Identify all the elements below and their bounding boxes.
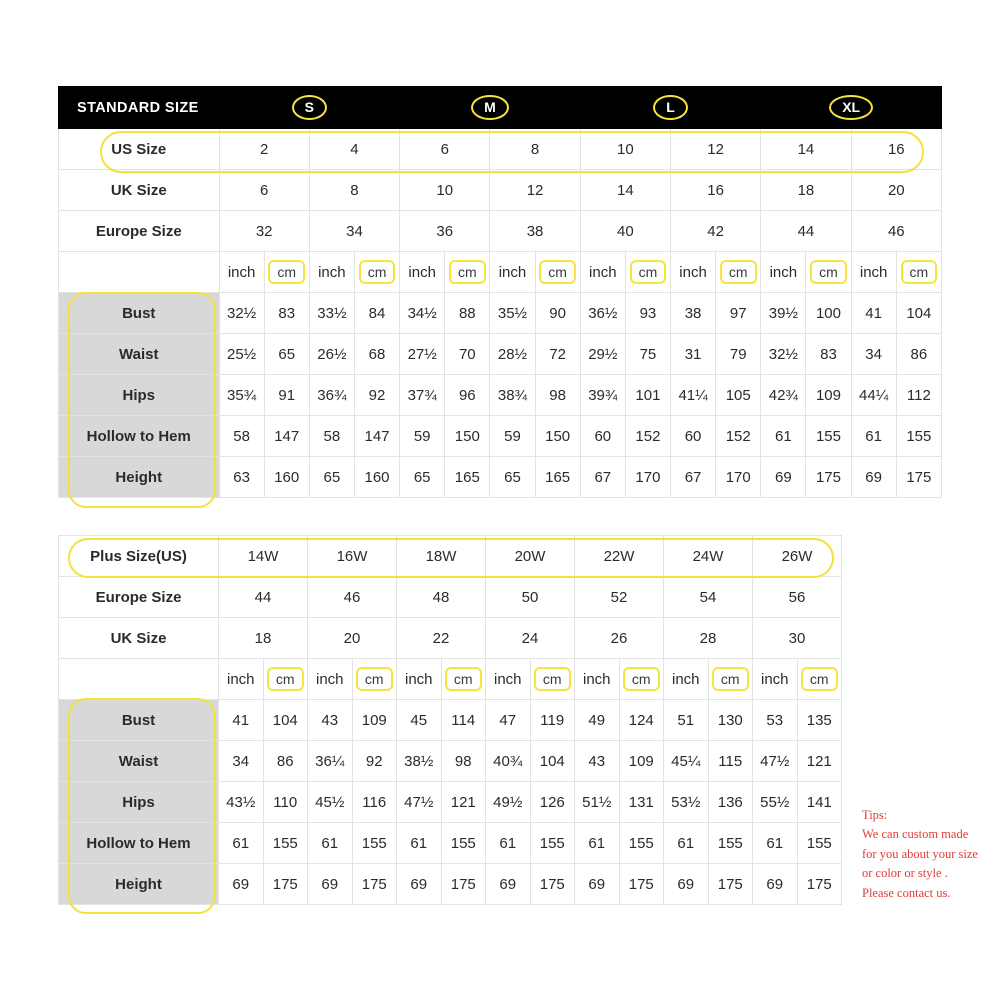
size-badge-xl: XL <box>829 95 873 120</box>
unit-cm <box>263 659 308 700</box>
cell-value: 48 <box>397 577 486 618</box>
cell-value: 131 <box>619 782 664 823</box>
cell-value: 36¼ <box>308 741 353 782</box>
cell-value: 46 <box>308 577 397 618</box>
row-label-plus-size-us: Plus Size(US) <box>59 536 219 577</box>
cell-value: 69 <box>397 864 442 905</box>
cell-value: 67 <box>671 457 716 498</box>
cell-value: 155 <box>352 823 397 864</box>
cell-value: 61 <box>219 823 264 864</box>
table-row <box>59 416 942 457</box>
cell-value: 170 <box>625 457 670 498</box>
cell-value: 32 <box>219 211 309 252</box>
table-row <box>59 211 942 252</box>
cell-value: 86 <box>896 334 941 375</box>
cell-value: 65 <box>309 457 354 498</box>
tips-line: Tips: <box>862 808 888 822</box>
table-row <box>59 536 842 577</box>
cell-value: 53½ <box>664 782 709 823</box>
row-label-europe-size: Europe Size <box>59 577 219 618</box>
cell-value: 32½ <box>219 293 264 334</box>
standard-title: STANDARD SIZE <box>59 87 220 129</box>
cell-value: 175 <box>530 864 575 905</box>
cell-value: 18 <box>219 618 308 659</box>
cell-value: 110 <box>263 782 308 823</box>
cell-value: 119 <box>530 700 575 741</box>
cell-value: 14W <box>219 536 308 577</box>
cell-value: 109 <box>352 700 397 741</box>
cell-value: 116 <box>352 782 397 823</box>
unit-row-label <box>59 659 219 700</box>
cell-value: 75 <box>625 334 670 375</box>
cell-value: 49 <box>575 700 620 741</box>
cell-value: 175 <box>797 864 842 905</box>
cell-value: 22 <box>397 618 486 659</box>
cell-value: 16 <box>851 129 941 170</box>
cell-value: 45 <box>397 700 442 741</box>
cell-value: 115 <box>708 741 753 782</box>
cell-value: 170 <box>716 457 761 498</box>
cell-value: 51 <box>664 700 709 741</box>
table-row <box>59 457 942 498</box>
size-badge-s: S <box>292 95 327 120</box>
unit-cm <box>530 659 575 700</box>
size-badge-cell-xl <box>761 87 942 129</box>
cm-chip: cm <box>901 260 938 284</box>
cell-value: 2 <box>219 129 309 170</box>
cell-value: 58 <box>309 416 354 457</box>
cell-value: 34 <box>851 334 896 375</box>
unit-cm <box>797 659 842 700</box>
cell-value: 36 <box>400 211 490 252</box>
unit-cm <box>352 659 397 700</box>
tips-line: for you about your size <box>862 846 978 861</box>
size-badge-cell-m <box>400 87 581 129</box>
cell-value: 40 <box>580 211 670 252</box>
row-label-uk-size: UK Size <box>59 170 220 211</box>
cell-value: 47 <box>486 700 531 741</box>
cell-value: 104 <box>896 293 941 334</box>
row-label-waist: Waist <box>59 741 219 782</box>
cell-value: 28 <box>664 618 753 659</box>
cell-value: 84 <box>354 293 399 334</box>
cell-value: 175 <box>263 864 308 905</box>
cell-value: 104 <box>530 741 575 782</box>
cell-value: 43 <box>575 741 620 782</box>
unit-inch: inch <box>753 659 798 700</box>
tips-line: or color or style . <box>862 866 948 881</box>
unit-row-label <box>59 252 220 293</box>
unit-cm <box>625 252 670 293</box>
cell-value: 175 <box>708 864 753 905</box>
cm-chip: cm <box>630 260 667 284</box>
cell-value: 12 <box>490 170 580 211</box>
unit-inch: inch <box>308 659 353 700</box>
size-badge-m: M <box>471 95 509 120</box>
unit-inch: inch <box>671 252 716 293</box>
cell-value: 60 <box>671 416 716 457</box>
cell-value: 88 <box>445 293 490 334</box>
cell-value: 65 <box>490 457 535 498</box>
unit-cm <box>708 659 753 700</box>
cell-value: 10 <box>580 129 670 170</box>
cell-value: 41 <box>851 293 896 334</box>
cell-value: 83 <box>806 334 851 375</box>
cell-value: 114 <box>441 700 486 741</box>
cell-value: 27½ <box>400 334 445 375</box>
cell-value: 83 <box>264 293 309 334</box>
cell-value: 51½ <box>575 782 620 823</box>
cell-value: 14 <box>761 129 851 170</box>
row-label-us-size: US Size <box>59 129 220 170</box>
tips-line: Please contact us. <box>862 885 951 900</box>
table-row <box>59 129 942 170</box>
standard-size-table-container <box>58 86 942 498</box>
cm-chip: cm <box>534 667 571 691</box>
table-row <box>59 741 842 782</box>
cell-value: 147 <box>354 416 399 457</box>
cell-value: 97 <box>716 293 761 334</box>
row-label-height: Height <box>59 457 220 498</box>
unit-cm <box>535 252 580 293</box>
cell-value: 32½ <box>761 334 806 375</box>
cell-value: 121 <box>441 782 486 823</box>
cell-value: 8 <box>309 170 399 211</box>
cell-value: 24 <box>486 618 575 659</box>
cell-value: 14 <box>580 170 670 211</box>
cell-value: 69 <box>486 864 531 905</box>
cell-value: 18W <box>397 536 486 577</box>
cell-value: 50 <box>486 577 575 618</box>
cell-value: 63 <box>219 457 264 498</box>
cell-value: 70 <box>445 334 490 375</box>
cell-value: 54 <box>664 577 753 618</box>
cell-value: 141 <box>797 782 842 823</box>
standard-header-row <box>59 87 942 129</box>
table-row <box>59 864 842 905</box>
cell-value: 31 <box>671 334 716 375</box>
tips-line: We can custom made <box>862 827 969 842</box>
cell-value: 10 <box>400 170 490 211</box>
cell-value: 109 <box>806 375 851 416</box>
size-badge-l: L <box>653 95 688 120</box>
unit-cm <box>445 252 490 293</box>
cell-value: 16W <box>308 536 397 577</box>
unit-cm <box>441 659 486 700</box>
cell-value: 79 <box>716 334 761 375</box>
cell-value: 86 <box>263 741 308 782</box>
cm-chip: cm <box>810 260 847 284</box>
cell-value: 56 <box>753 577 842 618</box>
unit-cm <box>716 252 761 293</box>
cell-value: 175 <box>441 864 486 905</box>
standard-unit-row <box>59 252 942 293</box>
unit-inch: inch <box>400 252 445 293</box>
cell-value: 91 <box>264 375 309 416</box>
cell-value: 45¼ <box>664 741 709 782</box>
cell-value: 160 <box>354 457 399 498</box>
cell-value: 39¾ <box>580 375 625 416</box>
unit-cm <box>619 659 664 700</box>
cell-value: 38 <box>490 211 580 252</box>
cell-value: 61 <box>664 823 709 864</box>
cell-value: 175 <box>619 864 664 905</box>
cm-chip: cm <box>356 667 393 691</box>
cell-value: 175 <box>806 457 851 498</box>
cell-value: 92 <box>354 375 399 416</box>
unit-inch: inch <box>219 659 264 700</box>
cell-value: 65 <box>264 334 309 375</box>
cell-value: 29½ <box>580 334 625 375</box>
cell-value: 101 <box>625 375 670 416</box>
standard-size-table <box>58 86 942 498</box>
unit-inch: inch <box>486 659 531 700</box>
unit-cm <box>264 252 309 293</box>
cell-value: 36¾ <box>309 375 354 416</box>
cell-value: 12 <box>671 129 761 170</box>
cell-value: 44¼ <box>851 375 896 416</box>
cm-chip: cm <box>539 260 576 284</box>
cell-value: 65 <box>400 457 445 498</box>
cell-value: 4 <box>309 129 399 170</box>
cell-value: 6 <box>400 129 490 170</box>
plus-unit-row <box>59 659 842 700</box>
row-label-waist: Waist <box>59 334 220 375</box>
cm-chip: cm <box>445 667 482 691</box>
cell-value: 155 <box>797 823 842 864</box>
cell-value: 96 <box>445 375 490 416</box>
cell-value: 155 <box>806 416 851 457</box>
cell-value: 42¾ <box>761 375 806 416</box>
cell-value: 175 <box>896 457 941 498</box>
cell-value: 92 <box>352 741 397 782</box>
cm-chip: cm <box>712 667 749 691</box>
cell-value: 20 <box>308 618 397 659</box>
cell-value: 49½ <box>486 782 531 823</box>
cell-value: 136 <box>708 782 753 823</box>
unit-cm <box>806 252 851 293</box>
size-badge-cell-l <box>580 87 761 129</box>
cell-value: 155 <box>896 416 941 457</box>
cell-value: 72 <box>535 334 580 375</box>
unit-inch: inch <box>397 659 442 700</box>
cell-value: 121 <box>797 741 842 782</box>
cell-value: 150 <box>445 416 490 457</box>
table-row <box>59 782 842 823</box>
cm-chip: cm <box>623 667 660 691</box>
cell-value: 135 <box>797 700 842 741</box>
unit-inch: inch <box>309 252 354 293</box>
row-label-hips: Hips <box>59 375 220 416</box>
cm-chip: cm <box>720 260 757 284</box>
row-label-bust: Bust <box>59 700 219 741</box>
cell-value: 147 <box>264 416 309 457</box>
cell-value: 33½ <box>309 293 354 334</box>
table-row <box>59 823 842 864</box>
cell-value: 41¼ <box>671 375 716 416</box>
cell-value: 61 <box>851 416 896 457</box>
cell-value: 18 <box>761 170 851 211</box>
cell-value: 100 <box>806 293 851 334</box>
cell-value: 61 <box>486 823 531 864</box>
cell-value: 37¾ <box>400 375 445 416</box>
cell-value: 6 <box>219 170 309 211</box>
row-label-hips: Hips <box>59 782 219 823</box>
cell-value: 155 <box>441 823 486 864</box>
cell-value: 109 <box>619 741 664 782</box>
cm-chip: cm <box>359 260 396 284</box>
cell-value: 152 <box>625 416 670 457</box>
unit-inch: inch <box>490 252 535 293</box>
cell-value: 61 <box>761 416 806 457</box>
unit-cm <box>354 252 399 293</box>
cell-value: 69 <box>753 864 798 905</box>
cell-value: 41 <box>219 700 264 741</box>
cell-value: 39½ <box>761 293 806 334</box>
cell-value: 105 <box>716 375 761 416</box>
cm-chip: cm <box>268 260 305 284</box>
cell-value: 150 <box>535 416 580 457</box>
cell-value: 124 <box>619 700 664 741</box>
cell-value: 69 <box>851 457 896 498</box>
cell-value: 38¾ <box>490 375 535 416</box>
cell-value: 35½ <box>490 293 535 334</box>
cell-value: 43 <box>308 700 353 741</box>
cell-value: 155 <box>530 823 575 864</box>
cell-value: 69 <box>575 864 620 905</box>
cell-value: 26 <box>575 618 664 659</box>
tips-note <box>862 806 994 903</box>
cell-value: 20 <box>851 170 941 211</box>
cell-value: 53 <box>753 700 798 741</box>
cell-value: 60 <box>580 416 625 457</box>
cell-value: 155 <box>708 823 753 864</box>
cell-value: 130 <box>708 700 753 741</box>
cell-value: 67 <box>580 457 625 498</box>
cell-value: 25½ <box>219 334 264 375</box>
cell-value: 155 <box>263 823 308 864</box>
cell-value: 126 <box>530 782 575 823</box>
row-label-height: Height <box>59 864 219 905</box>
cell-value: 40¾ <box>486 741 531 782</box>
cell-value: 26W <box>753 536 842 577</box>
cell-value: 38 <box>671 293 716 334</box>
table-row <box>59 700 842 741</box>
cell-value: 46 <box>851 211 941 252</box>
cm-chip: cm <box>267 667 304 691</box>
cell-value: 61 <box>753 823 798 864</box>
row-label-europe-size: Europe Size <box>59 211 220 252</box>
cell-value: 28½ <box>490 334 535 375</box>
cell-value: 42 <box>671 211 761 252</box>
unit-inch: inch <box>664 659 709 700</box>
cell-value: 61 <box>308 823 353 864</box>
row-label-uk-size: UK Size <box>59 618 219 659</box>
cell-value: 47½ <box>753 741 798 782</box>
cell-value: 30 <box>753 618 842 659</box>
unit-inch: inch <box>761 252 806 293</box>
cell-value: 69 <box>308 864 353 905</box>
cell-value: 16 <box>671 170 761 211</box>
row-label-hollow-to-hem: Hollow to Hem <box>59 416 220 457</box>
cell-value: 38½ <box>397 741 442 782</box>
plus-size-table <box>58 535 842 905</box>
cell-value: 69 <box>219 864 264 905</box>
cell-value: 44 <box>219 577 308 618</box>
cell-value: 35¾ <box>219 375 264 416</box>
cell-value: 152 <box>716 416 761 457</box>
cell-value: 160 <box>264 457 309 498</box>
cell-value: 36½ <box>580 293 625 334</box>
unit-inch: inch <box>580 252 625 293</box>
cell-value: 26½ <box>309 334 354 375</box>
cell-value: 165 <box>445 457 490 498</box>
cell-value: 68 <box>354 334 399 375</box>
plus-size-table-container <box>58 535 842 905</box>
cell-value: 69 <box>761 457 806 498</box>
cell-value: 8 <box>490 129 580 170</box>
unit-inch: inch <box>575 659 620 700</box>
cell-value: 69 <box>664 864 709 905</box>
row-label-bust: Bust <box>59 293 220 334</box>
cell-value: 20W <box>486 536 575 577</box>
unit-inch: inch <box>219 252 264 293</box>
cell-value: 55½ <box>753 782 798 823</box>
table-row <box>59 334 942 375</box>
cell-value: 47½ <box>397 782 442 823</box>
size-badge-cell-s <box>219 87 400 129</box>
cell-value: 59 <box>400 416 445 457</box>
cell-value: 34½ <box>400 293 445 334</box>
table-row <box>59 293 942 334</box>
cell-value: 98 <box>535 375 580 416</box>
row-label-hollow-to-hem: Hollow to Hem <box>59 823 219 864</box>
cell-value: 61 <box>575 823 620 864</box>
cell-value: 43½ <box>219 782 264 823</box>
unit-cm <box>896 252 941 293</box>
table-row <box>59 170 942 211</box>
cell-value: 175 <box>352 864 397 905</box>
cell-value: 34 <box>309 211 399 252</box>
cell-value: 112 <box>896 375 941 416</box>
cell-value: 59 <box>490 416 535 457</box>
cell-value: 104 <box>263 700 308 741</box>
cell-value: 61 <box>397 823 442 864</box>
cell-value: 98 <box>441 741 486 782</box>
cell-value: 52 <box>575 577 664 618</box>
cm-chip: cm <box>449 260 486 284</box>
cell-value: 155 <box>619 823 664 864</box>
cell-value: 58 <box>219 416 264 457</box>
cm-chip: cm <box>801 667 838 691</box>
cell-value: 93 <box>625 293 670 334</box>
cell-value: 24W <box>664 536 753 577</box>
cell-value: 34 <box>219 741 264 782</box>
table-row <box>59 577 842 618</box>
cell-value: 44 <box>761 211 851 252</box>
cell-value: 22W <box>575 536 664 577</box>
cell-value: 45½ <box>308 782 353 823</box>
table-row <box>59 618 842 659</box>
cell-value: 165 <box>535 457 580 498</box>
table-row <box>59 375 942 416</box>
unit-inch: inch <box>851 252 896 293</box>
cell-value: 90 <box>535 293 580 334</box>
